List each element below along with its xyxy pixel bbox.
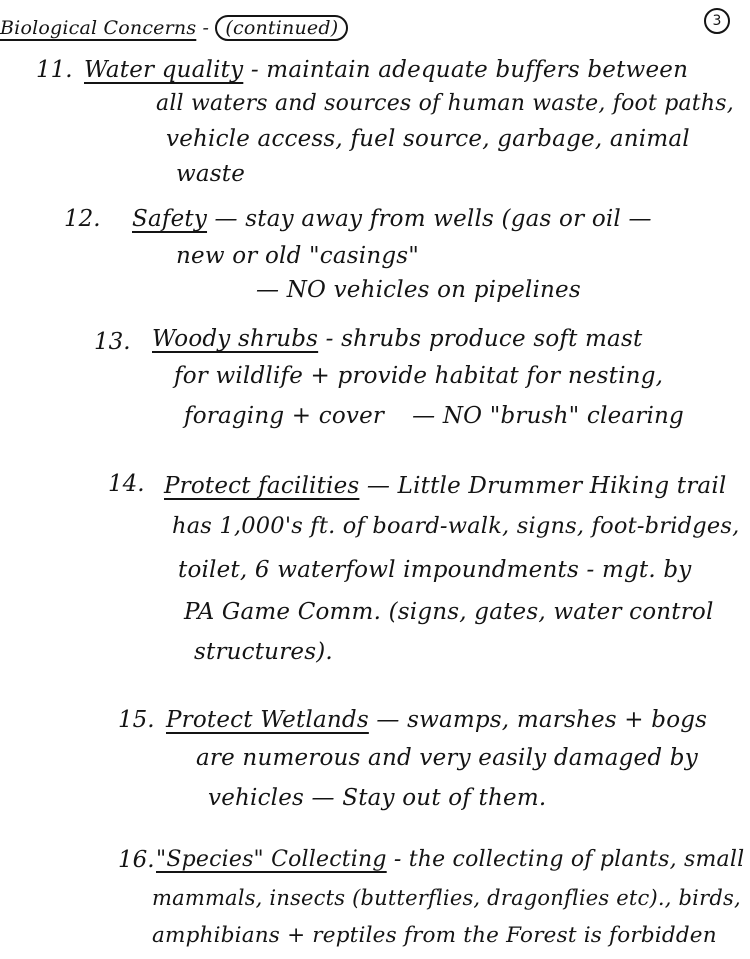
item-12-line-2: new or old "casings" [176, 243, 420, 269]
item-13-line-3 [184, 402, 684, 430]
item-16-line-2: mammals, insects (butterflies, dragonflies etc)., birds, [152, 886, 741, 910]
item-16-line-1: - the collecting of plants, small [393, 847, 745, 872]
item-11-heading: Water quality [84, 57, 244, 83]
item-14-number: 14. [108, 471, 145, 497]
header-separator: - [196, 17, 216, 39]
item-12-line-1: — stay away from wells (gas or oil — [214, 206, 652, 232]
item-13-number: 13. [94, 329, 131, 355]
item-14-line-2: has 1,000's ft. of board-walk, signs, foot-bridges, [172, 513, 740, 539]
page-number: 3 [704, 8, 730, 34]
item-12-first-line [132, 205, 652, 233]
item-15-line-1: — swamps, marshes + bogs [376, 707, 708, 733]
item-12-heading: Safety [132, 206, 208, 232]
item-11-first-line [84, 56, 688, 84]
item-15-line-3: vehicles — Stay out of them. [208, 785, 547, 811]
continued-label: (continued) [215, 15, 348, 41]
item-14-line-1: — Little Drummer Hiking trail [366, 473, 727, 499]
item-11-number: 11. [36, 57, 73, 83]
item-11-line-1: - maintain adequate buffers between [250, 57, 689, 83]
item-15-heading: Protect Wetlands [166, 707, 369, 733]
item-16-number: 16. [118, 847, 155, 873]
item-15-line-2: are numerous and very easily damaged by [196, 745, 698, 771]
item-15-first-line [166, 706, 707, 734]
item-14-line-4: PA Game Comm. (signs, gates, water control [184, 599, 714, 625]
item-11-line-3: vehicle access, fuel source, garbage, animal [166, 126, 690, 152]
item-12-line-3: — NO vehicles on pipelines [256, 277, 581, 303]
item-11-line-2: all waters and sources of human waste, foot paths, [156, 91, 734, 116]
item-13-heading: Woody shrubs [152, 326, 319, 352]
item-13-line-4: — NO "brush" clearing [412, 403, 684, 429]
item-11-line-4: waste [176, 161, 246, 187]
item-15-number: 15. [118, 707, 155, 733]
item-13-line-1: - shrubs produce soft mast [325, 326, 643, 352]
item-14-line-3: toilet, 6 waterfowl impoundments - mgt. by [178, 557, 692, 583]
item-13-line-3-text: foraging + cover [184, 403, 385, 429]
section-header [0, 14, 348, 42]
section-title: Biological Concerns [0, 17, 197, 39]
item-12-number: 12. [64, 206, 101, 232]
item-16-line-3: amphibians + reptiles from the Forest is forbidden [152, 923, 717, 948]
item-13-first-line [152, 325, 642, 353]
item-14-heading: Protect facilities [164, 473, 360, 499]
item-16-heading: "Species" Collecting [156, 847, 387, 872]
item-16-first-line [156, 846, 744, 874]
item-14-line-5: structures). [194, 639, 333, 665]
item-14-first-line [164, 472, 726, 500]
item-13-line-2: for wildlife + provide habitat for nesting, [174, 363, 664, 389]
